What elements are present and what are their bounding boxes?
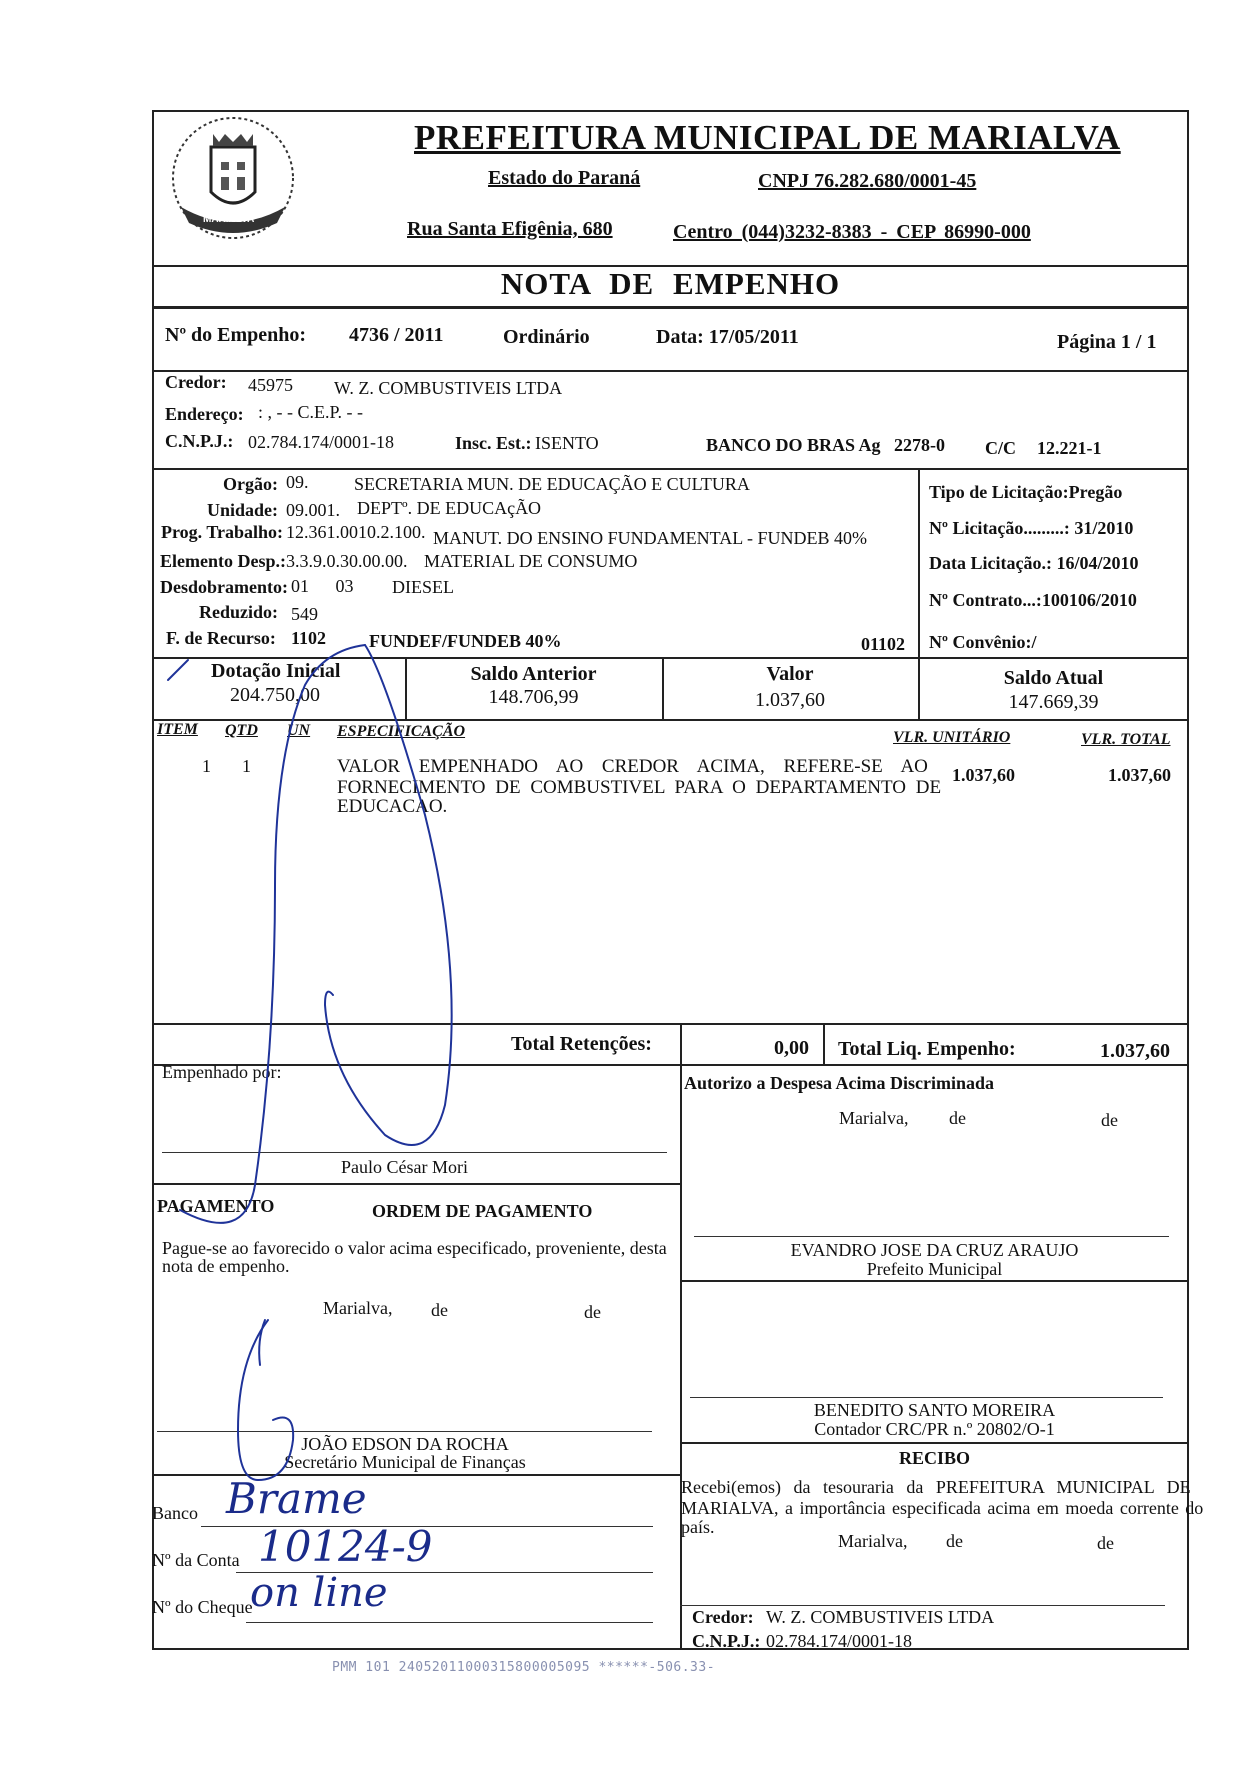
elemento-code: 3.3.9.0.30.00.00. (286, 551, 408, 571)
desdobramento-label: Desdobramento: (160, 577, 288, 597)
licitacao-tipo: Tipo de Licitação:Pregão (929, 482, 1123, 502)
pagamento-de-1: de (431, 1300, 448, 1320)
unidade-label: Unidade: (206, 500, 278, 520)
col-unit: VLR. UNITÁRIO (893, 729, 1011, 746)
recibo-credor-label: Credor: (692, 1607, 754, 1627)
prog-label: Prog. Trabalho: (161, 522, 284, 542)
secretario-role: Secretário Municipal de Finanças (284, 1452, 526, 1472)
header-state: Estado do Paraná (488, 167, 641, 189)
bank-agency: 2278-0 (894, 435, 945, 455)
recibo-label: RECIBO (898, 1448, 970, 1468)
convenio-numero: Nº Convênio:/ (929, 632, 1037, 652)
header-cnpj: CNPJ 76.282.680/0001-45 (758, 170, 977, 192)
pagamento-text-2: nota de empenho. (162, 1256, 290, 1276)
total-liq-value: 1.037,60 (1100, 1040, 1170, 1062)
col-spec: ESPECIFICAÇÃO (337, 723, 466, 740)
conta-label: Nº da Conta (152, 1550, 240, 1570)
retencoes-value: 0,00 (774, 1037, 809, 1059)
empenho-type: Ordinário (503, 326, 590, 348)
header-street: Rua Santa Efigênia, 680 (407, 218, 613, 240)
col-item: ITEM (157, 721, 198, 738)
autorizo-place: Marialva, (839, 1108, 909, 1128)
prog-name: MANUT. DO ENSINO FUNDAMENTAL - FUNDEB 40% (433, 528, 868, 548)
bank-name: BANCO DO BRAS Ag (706, 435, 881, 455)
dotacao-value: 204.750,00 (230, 684, 320, 706)
item-spec-line-3: EDUCACAO. (337, 796, 448, 817)
banco-label: Banco (152, 1503, 198, 1523)
empenhado-name: Paulo César Mori (341, 1157, 468, 1177)
recibo-place: Marialva, (838, 1531, 908, 1551)
item-spec-line-2: FORNECIMENTO DE COMBUSTIVEL PARA O DEPARTAMENTO DE (337, 777, 942, 798)
contrato-numero: Nº Contrato...:100106/2010 (929, 590, 1137, 610)
autorizo-de-2: de (1101, 1110, 1118, 1130)
item-total-value: 1.037,60 (1108, 765, 1171, 785)
contador-role: Contador CRC/PR n.º 20802/O-1 (814, 1419, 1055, 1439)
recurso-code: 1102 (291, 628, 327, 648)
col-un: UN (287, 722, 311, 739)
saldo-atual-value: 147.669,39 (1008, 691, 1099, 713)
unidade-code: 09.001. (286, 500, 340, 520)
seal-banner-text: MARIALVA (203, 214, 255, 225)
saldo-anterior-value: 148.706,99 (488, 686, 579, 708)
unidade-name: DEPTº. DE EDUCAçÃO (357, 498, 542, 518)
saldo-anterior-label: Saldo Anterior (470, 663, 597, 685)
address-value: : , - - C.E.P. - - (258, 402, 363, 422)
item-qtd: 1 (242, 756, 251, 776)
recibo-text-3: país. (681, 1517, 715, 1537)
pagamento-label: PAGAMENTO (157, 1196, 275, 1216)
contador-name: BENEDITO SANTO MOREIRA (813, 1400, 1056, 1420)
empenho-page: Página 1 / 1 (1057, 331, 1157, 353)
desdobramento-name: DIESEL (392, 577, 454, 597)
elemento-label: Elemento Desp.: (160, 551, 286, 571)
bank-cc: 12.221-1 (1037, 438, 1102, 458)
item-number: 1 (202, 756, 211, 776)
recibo-de-1: de (946, 1531, 963, 1551)
licitacao-data: Data Licitação.: 16/04/2010 (929, 553, 1139, 573)
pagamento-place: Marialva, (323, 1298, 393, 1318)
licitacao-numero: Nº Licitação.........: 31/2010 (929, 518, 1134, 538)
cheque-handwritten: on line (250, 1570, 388, 1616)
autorizo-label: Autorizo a Despesa Acima Discriminada (684, 1073, 994, 1093)
item-spec-line-1: VALOR EMPENHADO AO CREDOR ACIMA, REFERE-SE AO (337, 756, 928, 777)
recibo-de-2: de (1097, 1533, 1114, 1553)
dotacao-label: Dotação Inicial (211, 660, 341, 682)
ordem-pagamento-title: ORDEM DE PAGAMENTO (372, 1201, 593, 1221)
orgao-name: SECRETARIA MUN. DE EDUCAÇÃO E CULTURA (354, 474, 750, 494)
recibo-credor-name: W. Z. COMBUSTIVEIS LTDA (766, 1607, 995, 1627)
cheque-label: Nº do Cheque (152, 1597, 253, 1617)
footer-code: PMM 101 24052011000315800005095 ******-506.33- (332, 1660, 716, 1675)
item-unit-value: 1.037,60 (952, 765, 1015, 785)
recibo-text-2: MARIALVA, a importância especificada acima em moeda corrente do (681, 1498, 1204, 1518)
credor-name: W. Z. COMBUSTIVEIS LTDA (334, 378, 563, 398)
recibo-text-1: Recebi(emos) da tesouraria da PREFEITURA MUNICIPAL DE (681, 1477, 1191, 1497)
desdobramento-code: 01 03 (291, 576, 354, 596)
empenho-number-label: Nº do Empenho: (165, 324, 307, 346)
credor-label: Credor: (165, 372, 227, 392)
document-title: NOTA DE EMPENHO (500, 266, 841, 301)
bank-cc-label: C/C (985, 438, 1016, 458)
reduzido-label: Reduzido: (198, 602, 278, 622)
recibo-cnpj: 02.784.174/0001-18 (766, 1631, 912, 1651)
saldo-atual-label: Saldo Atual (1003, 667, 1104, 689)
pagamento-de-2: de (584, 1302, 601, 1322)
secretario-name: JOÃO EDSON DA ROCHA (301, 1434, 509, 1454)
recibo-cnpj-label: C.N.P.J.: (692, 1631, 761, 1651)
prefeito-role: Prefeito Municipal (866, 1259, 1003, 1279)
empenhado-label: Empenhado por: (162, 1062, 282, 1082)
orgao-code: 09. (286, 472, 309, 492)
valor-label: Valor (766, 663, 814, 685)
autorizo-de-1: de (949, 1108, 966, 1128)
credor-cnpj: 02.784.174/0001-18 (248, 432, 394, 452)
retencoes-label: Total Retenções: (511, 1033, 652, 1055)
recurso-label: F. de Recurso: (166, 628, 276, 648)
prog-code: 12.361.0010.2.100. (286, 522, 426, 542)
empenho-number: 4736 / 2011 (349, 324, 444, 346)
total-liq-label: Total Liq. Empenho: (838, 1038, 1016, 1060)
pagamento-text-1: Pague-se ao favorecido o valor acima especificado, proveniente, desta (162, 1238, 667, 1258)
insc-value: ISENTO (535, 433, 599, 453)
address-label: Endereço: (165, 404, 244, 424)
conta-handwritten: 10124-9 (258, 1522, 433, 1571)
col-total: VLR. TOTAL (1081, 731, 1171, 748)
recurso-name: FUNDEF/FUNDEB 40% (369, 631, 562, 651)
col-qtd: QTD (225, 722, 258, 739)
header-title: PREFEITURA MUNICIPAL DE MARIALVA (414, 118, 1121, 157)
elemento-name: MATERIAL DE CONSUMO (424, 551, 638, 571)
credor-code: 45975 (248, 375, 293, 395)
header-district-phone: Centro (044)3232-8383 - CEP 86990-000 (673, 221, 1031, 243)
reduzido-value: 549 (291, 604, 318, 624)
empenho-date: Data: 17/05/2011 (656, 326, 799, 348)
recurso-code-2: 01102 (861, 634, 906, 654)
valor-value: 1.037,60 (755, 689, 825, 711)
credor-cnpj-label: C.N.P.J.: (165, 431, 234, 451)
insc-label: Insc. Est.: (455, 433, 532, 453)
orgao-label: Orgão: (223, 474, 278, 494)
banco-handwritten: Brame (226, 1474, 367, 1523)
prefeito-name: EVANDRO JOSE DA CRUZ ARAUJO (790, 1240, 1079, 1260)
